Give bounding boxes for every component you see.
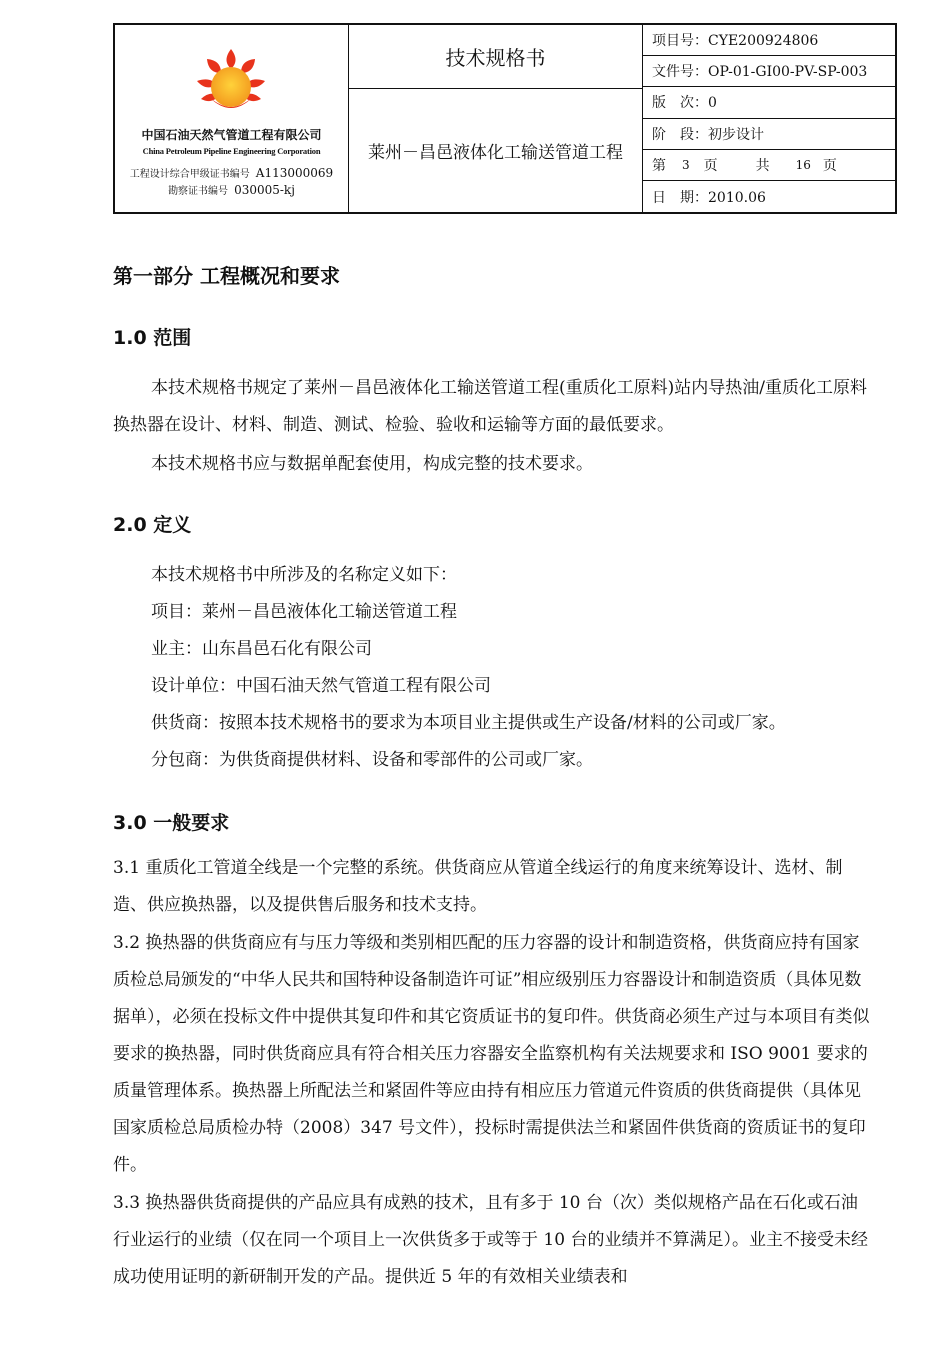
page-prefix: 第 <box>652 157 666 174</box>
section-1-title: 1.0 范围 <box>113 327 192 349</box>
section-1-paragraph-2: 本技术规格书应与数据单配套使用，构成完整的技术要求。 <box>151 454 593 474</box>
company-name-en: China Petroleum Pipeline Engineering Corporation <box>142 146 321 156</box>
project-name: 莱州－昌邑液体化工输送管道工程 <box>368 143 623 163</box>
date: 日 期：2010.06 <box>652 189 766 206</box>
survey-certificate-label: 勘察证书编号 <box>168 186 229 197</box>
document-title: 技术规格书 <box>445 46 546 70</box>
total-unit: 页 <box>822 157 837 174</box>
clause-3-2: 3.2 换热器的供货商应有与压力等级和类别相匹配的压力容器的设计和制造资格，供货商应持有国家质检总局颁发的“中华人民共和国特种设备制造许可证”相应级别压力容器设计和制造资质（具体见数据单），必须在投标文件中提供其复印件和其它资质证书的复印件。供货商必须生产过与本项目有类似要求的换热器，同时供货商应具有符合相关压力容器安全监察机构有关法规要求和 ISO 9001 要求的质量管理体系。换热器上所配法兰和紧固件等应由持有相应压力管道元件资质的供货商提供（具体见国家质检总局质检办特（2008）347 号文件），投标时需提供法兰和紧固件供货商的资质证书的复印件。 <box>113 933 870 1175</box>
definition-item: 设计单位：中国石油天然气管道工程有限公司 <box>151 676 491 696</box>
document-info-panel <box>643 25 895 212</box>
page-info <box>643 150 895 181</box>
clause-3-1: 3.1 重质化工管道全线是一个完整的系统。供货商应从管道全线运行的角度来统筹设计、选材、制造、供应换热器，以及提供售后服务和技术支持。 <box>113 858 843 915</box>
definition-item: 分包商：为供货商提供材料、设备和零部件的公司或厂家。 <box>151 750 593 770</box>
survey-certificate <box>115 182 348 197</box>
total-prefix: 共 <box>755 157 770 174</box>
definition-item: 业主：山东昌邑石化有限公司 <box>151 639 372 659</box>
section-2-title: 2.0 定义 <box>113 514 192 536</box>
document-header-table <box>113 23 897 214</box>
page-number: 3 <box>682 157 690 172</box>
total-pages: 16 <box>795 157 811 172</box>
definition-intro: 本技术规格书中所涉及的名称定义如下： <box>151 565 457 585</box>
company-name-cn: 中国石油天然气管道工程有限公司 <box>141 128 322 142</box>
page-unit: 页 <box>703 157 718 174</box>
project-number: 项目号：CYE200924806 <box>643 25 895 56</box>
design-certificate <box>115 165 348 180</box>
version: 版 次：0 <box>643 87 895 118</box>
clause-3-3: 3.3 换热器供货商提供的产品应具有成熟的技术，且有多于 10 台（次）类似规格产品在石化或石油行业运行的业绩（仅在同一个项目上一次供货多于或等于 10 台的业绩并不算满足）。业主不接受未经成功使用证明的新研制开发的产品。提供近 5 年的有效相关业绩表和 <box>113 1193 868 1287</box>
file-number: 文件号：OP-01-GI00-PV-SP-003 <box>643 56 895 87</box>
section-1-paragraph-1: 本技术规格书规定了莱州－昌邑液体化工输送管道工程(重质化工原料)站内导热油/重质化工原料换热器在设计、材料、制造、测试、检验、验收和运输等方面的最低要求。 <box>113 378 867 435</box>
survey-certificate-number: 030005-kj <box>234 183 295 197</box>
section-3-title: 3.0 一般要求 <box>113 812 230 834</box>
stage: 阶 段：初步设计 <box>643 119 895 150</box>
part-title: 第一部分 工程概况和要求 <box>113 264 340 288</box>
cnpc-logo <box>195 47 267 119</box>
definition-item: 项目：莱州－昌邑液体化工输送管道工程 <box>151 602 457 622</box>
definition-item: 供货商：按照本技术规格书的要求为本项目业主提供或生产设备/材料的公司或厂家。 <box>151 713 786 733</box>
company-logo-cell <box>115 25 348 212</box>
design-certificate-label: 工程设计综合甲级证书编号 <box>129 169 250 180</box>
design-certificate-number: A113000069 <box>255 166 334 180</box>
